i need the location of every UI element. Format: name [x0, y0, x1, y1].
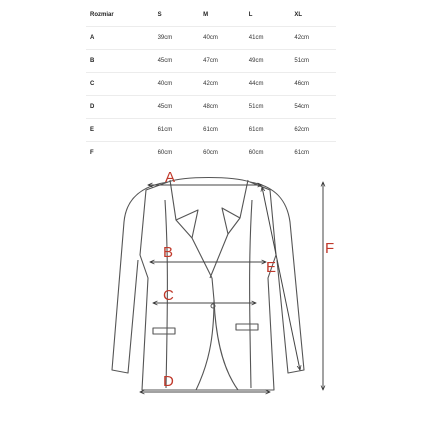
size-table [86, 4, 336, 164]
jacket-diagram [0, 160, 423, 415]
table-cell: 49cm [245, 50, 291, 73]
table-row [86, 96, 336, 119]
table-cell: 42cm [199, 73, 245, 96]
table-cell: 47cm [199, 50, 245, 73]
table-row [86, 73, 336, 96]
table-cell: 60cm [157, 150, 173, 156]
lapel-left [170, 180, 212, 278]
table-cell: 60cm [203, 150, 218, 156]
left-sleeve [112, 182, 168, 373]
row-label: D [86, 96, 154, 119]
lapel-right [210, 180, 248, 278]
label-e: E [266, 259, 277, 276]
row-label: C [86, 73, 154, 96]
table-cell: 40cm [199, 27, 245, 50]
pocket-right [236, 324, 258, 330]
label-b: B [163, 244, 174, 261]
jacket-outline [112, 178, 304, 391]
table-cell: 61cm [294, 150, 310, 156]
table-row [86, 50, 336, 73]
table-row [86, 119, 336, 142]
table-cell: 61cm [199, 119, 245, 142]
row-label: F [90, 150, 94, 156]
table-cell: 60cm [248, 150, 264, 156]
table-cell: 54cm [290, 96, 336, 119]
row-label: B [86, 50, 154, 73]
table-cell: 61cm [154, 119, 200, 142]
header-s: S [154, 4, 200, 27]
row-label: A [86, 27, 154, 50]
right-sleeve [250, 182, 304, 373]
front-hem-curve [214, 300, 238, 390]
label-c: C [163, 287, 174, 304]
collar [168, 178, 250, 183]
table-cell: 51cm [290, 50, 336, 73]
header-l: L [245, 4, 291, 27]
table-cell: 41cm [245, 27, 291, 50]
label-f: F [325, 240, 335, 257]
table-cell: 62cm [290, 119, 336, 142]
table-cell: 42cm [290, 27, 336, 50]
table-cell: 61cm [245, 119, 291, 142]
table-cell: 39cm [154, 27, 200, 50]
table-row [86, 27, 336, 50]
table-cell: 45cm [154, 96, 200, 119]
pocket-left [153, 328, 175, 334]
row-label: E [86, 119, 154, 142]
table-cell: 51cm [245, 96, 291, 119]
header-xl: XL [290, 4, 336, 27]
seam-right [250, 200, 252, 388]
table-cell: 40cm [154, 73, 200, 96]
table-cell: 46cm [290, 73, 336, 96]
table-cell: 48cm [199, 96, 245, 119]
front-closure [196, 278, 214, 390]
table-cell: 45cm [154, 50, 200, 73]
label-a: A [165, 169, 176, 186]
table-header-row [86, 4, 336, 27]
table-cell: 44cm [245, 73, 291, 96]
label-d: D [163, 373, 174, 390]
header-m: M [199, 4, 245, 27]
header-size: Rozmiar [86, 4, 154, 27]
